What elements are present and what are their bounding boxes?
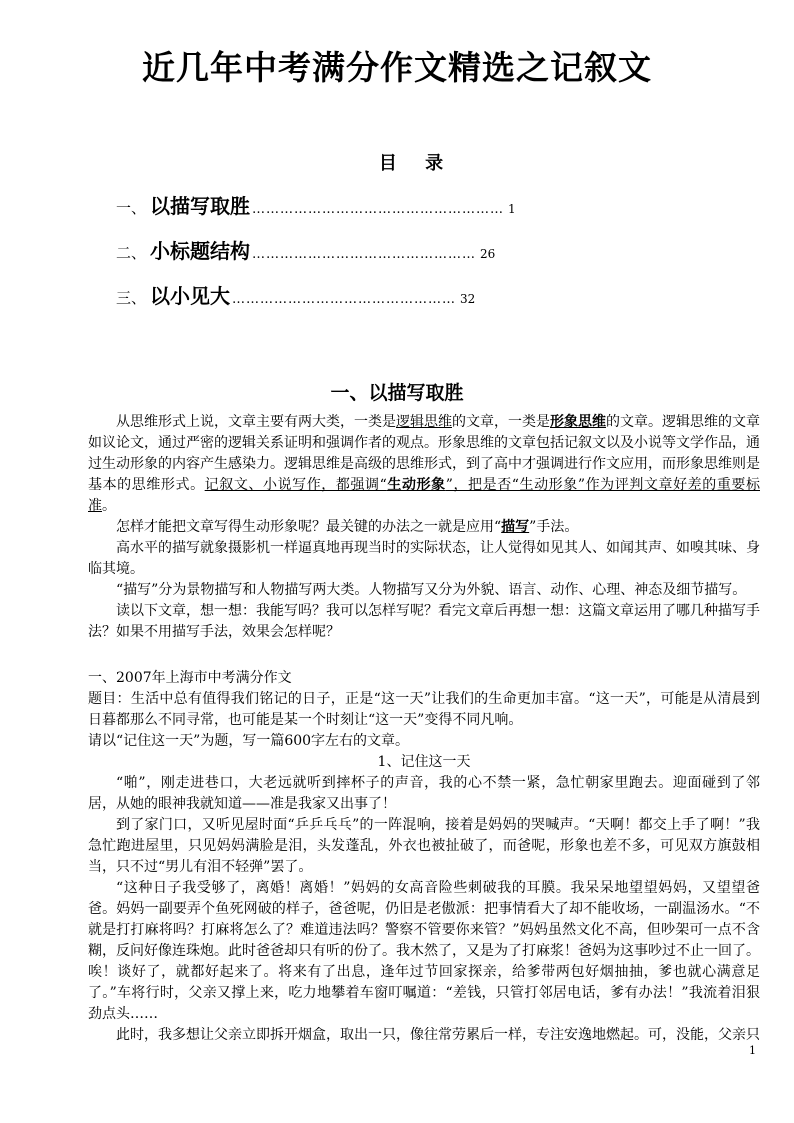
intro-paragraph: 从思维形式上说，文章主要有两大类，一类是逻辑思维的文章，一类是形象思维的文章。逻辑思维的文章如议论文，通过严密的逻辑关系证明和强调作者的观点。形象思维的文章包括记叙文以及小说等文学作品，通过生动形象的内容产生感染力。逻辑思维是高级的思维形式，到了高中才强调进行作文应用，而形象思维则是基本的思维形式。记叙文、小说写作，都强调“生动形象”，把是否“生动形象”作为评判文章好差的重要标准。	[88, 414, 760, 514]
underlined-term: 描写	[501, 519, 530, 535]
underlined-term: 形象思维	[550, 414, 606, 430]
document-body	[88, 412, 760, 1046]
document-title: 近几年中考满分作文精选之记叙文	[142, 48, 652, 87]
intro-paragraph: 读以下文章，想一想：我能写吗？我可以怎样写呢？看完文章后再想一想：这篇文章运用了哪几种描写手法？如果不用描写手法，效果会怎样呢？	[88, 603, 760, 640]
toc-item-title: 以小见大	[150, 284, 231, 308]
toc-item-number: 一、	[116, 199, 147, 217]
toc-item-page: 32	[460, 292, 476, 306]
toc-heading: 目 录	[378, 153, 444, 174]
page-number: 1	[749, 1044, 756, 1057]
essay-paragraph: 到了家门口，又听见屋时面“乒乒乓乓”的一阵混响，接着是妈妈的哭喊声。“天啊！都交上手了啊！”我急忙跑进屋里，只见妈妈满脸是泪，头发蓬乱，外衣也被扯破了，而爸呢，形象也差不多，可见双方旗鼓相当，只不过“男儿有泪不轻弹”罢了。	[88, 817, 760, 875]
toc-item-title: 以描写取胜	[150, 194, 251, 218]
toc-item-page: 26	[480, 247, 496, 261]
table-of-contents	[116, 190, 576, 325]
essay-title: 1、记住这一天	[377, 754, 471, 770]
essay-instruction: 请以“记住这一天”为题，写一篇600字左右的文章。	[88, 733, 410, 749]
intro-paragraph: 怎样才能把文章写得生动形象呢？最关键的办法之一就是应用“描写”手法。	[116, 519, 579, 535]
underlined-sentence: 记叙文、小说写作，都强调“生动形象”，把是否“生动形象”作为评判文章好差的重要标准	[88, 477, 760, 514]
essay-paragraph: 此时，我多想让父亲立即拆开烟盒，取出一只，像往常劳累后一样，专注安逸地燃起。可，没能，父亲只	[116, 1027, 760, 1043]
intro-paragraph: 高水平的描写就象摄影机一样逼真地再现当时的实际状态，让人觉得如见其人、如闻其声、如嗅其味、身临其境。	[88, 540, 760, 577]
toc-leader-dots: …………………………………………	[232, 292, 457, 307]
spacer	[88, 643, 760, 668]
toc-item-title: 小标题结构	[150, 239, 251, 263]
toc-item[interactable]	[116, 235, 576, 280]
toc-item-page: 1	[508, 202, 516, 216]
essay-prompt: 题目：生活中总有值得我们铭记的日子，正是“这一天”让我们的生命更加丰富。“这一天”，可能是从清晨到日暮都那么不同寻常，也可能是某一个时刻让“这一天”变得不同凡响。	[88, 691, 760, 728]
essay-paragraph: “啪”，刚走进巷口，大老远就听到摔杯子的声音，我的心不禁一紧，急忙朝家里跑去。迎面碰到了邻居，从她的眼神我就知道——准是我家又出事了！	[88, 775, 760, 812]
toc-item[interactable]	[116, 190, 576, 235]
toc-leader-dots: …………………………………………	[252, 247, 477, 262]
intro-paragraph: “描写”分为景物描写和人物描写两大类。人物描写又分为外貌、语言、动作、心理、神态及细节描写。	[116, 582, 747, 598]
toc-item[interactable]	[116, 280, 576, 325]
toc-item-number: 二、	[116, 244, 147, 262]
section-heading: 一、以描写取胜	[330, 382, 464, 404]
toc-leader-dots: ………………………………………………	[252, 202, 505, 217]
essay-source: 一、2007年上海市中考满分作文	[88, 670, 292, 686]
essay-paragraph: “这种日子我受够了，离婚！离婚！”妈妈的女高音险些刺破我的耳膜。我呆呆地望望妈妈，又望望爸爸。妈妈一副要弄个鱼死网破的样子，爸爸呢，仍旧是老傲派：把事情看大了却不能收场，一副温汤水。“不就是打打麻将吗？打麻将怎么了？难道违法吗？警察不管要你来管？”妈妈虽然文化不高，但吵架可一点不含糊，反问好像连珠炮。此时爸爸却只有听的份了。我木然了，又是为了打麻浆！爸妈为这事吵过不止一回了。唉！谈好了，就都好起来了。将来有了出息，逢年过节回家探亲，给爹带两包好烟抽抽，爹也就心满意足了。”车将行时，父亲又撑上来，吃力地攀着车窗叮嘱道：“差钱，只管打邻居电话，爹有办法！”我流着泪狠劲点头……	[88, 880, 760, 1022]
toc-item-number: 三、	[116, 289, 147, 307]
underlined-term: 逻辑思维	[396, 414, 452, 430]
